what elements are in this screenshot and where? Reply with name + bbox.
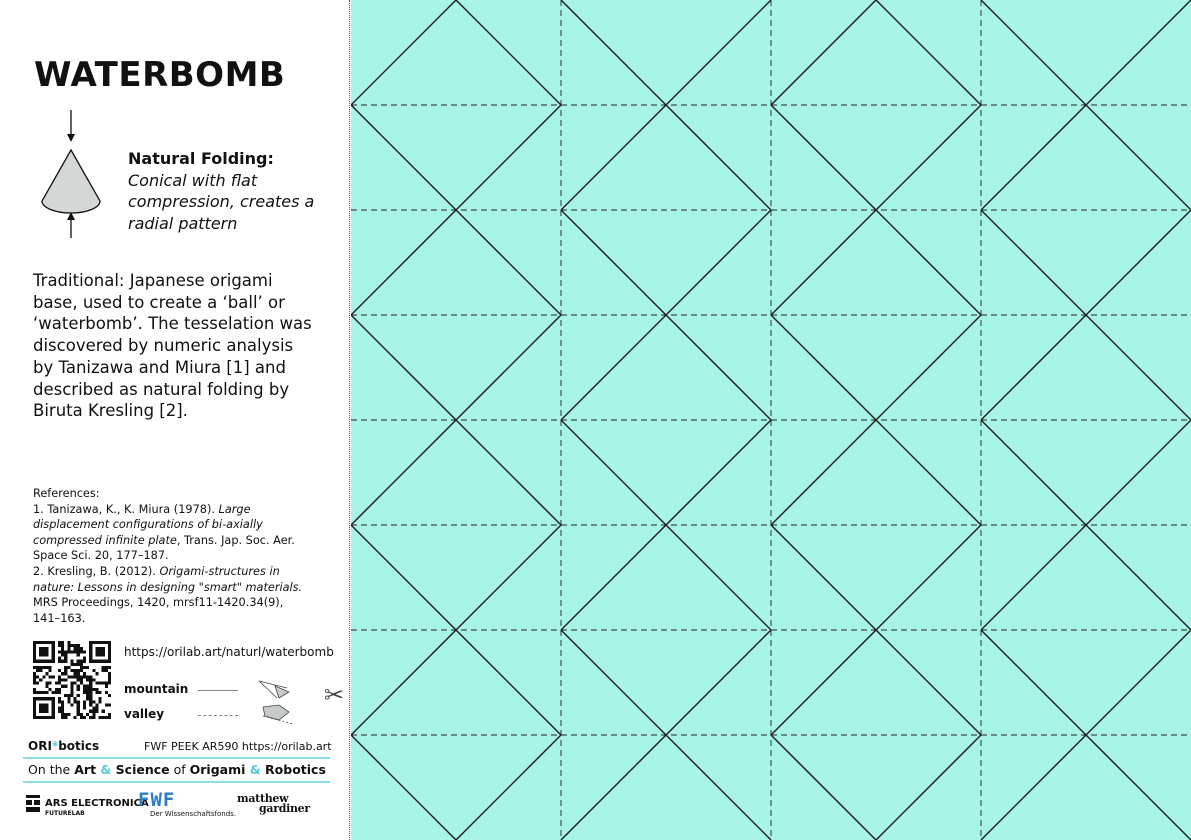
references-label: References: [33, 487, 100, 500]
tagline-amp-1: & [96, 762, 116, 777]
cone-illustration [36, 108, 108, 242]
divider [23, 781, 330, 783]
natural-folding-note [128, 148, 328, 234]
brand-botics: botics [58, 739, 100, 753]
matthew-gardiner-logo [237, 794, 310, 814]
tagline [28, 762, 326, 777]
legend-valley-label: valley [124, 707, 165, 721]
mg-line-2: gardiner [259, 802, 310, 815]
pattern-url[interactable]: https://orilab.art/naturl/waterbomb [124, 645, 334, 659]
cut-line [349, 0, 350, 840]
ars-sub: FUTURELAB [45, 810, 85, 817]
funding-text: FWF PEEK AR590 https://orilab.art [144, 740, 332, 753]
tagline-w6: Robotics [265, 762, 326, 777]
tagline-w4: of [169, 762, 190, 777]
mg-line-1: matthew [237, 792, 289, 805]
legend-mountain-label: mountain [124, 682, 189, 696]
tagline-amp-2: & [245, 762, 266, 777]
page-title: WATERBOMB [34, 55, 286, 95]
qr-code[interactable] [33, 641, 111, 719]
natural-folding-body: Conical with flat compression, creates a radial pattern [128, 170, 315, 233]
legend-mountain-line [198, 690, 238, 691]
brand-star: * [51, 739, 59, 753]
info-panel [0, 0, 350, 840]
tagline-w2: Art [74, 762, 97, 777]
tagline-w3: Science [115, 762, 170, 777]
brand-ori: ORI [28, 739, 52, 753]
oribotics-brand [28, 739, 99, 753]
tagline-w1: On the [28, 762, 75, 777]
description: Traditional: Japanese origami base, used to create a ‘ball’ or ‘waterbomb’. The tesselation was discovered by numeric analysis by Tanizawa and Miura [1] and described as natural folding by Biruta Kresling [2]. [33, 271, 312, 421]
crease-pattern [351, 0, 1191, 840]
divider [23, 757, 330, 759]
reference-2-title: Origami-structures in nature: Lessons in designing "smart" materials. [33, 564, 303, 594]
reference-1-authors: 1. Tanizawa, K., K. Miura (1978). [33, 502, 219, 516]
reference-1 [33, 502, 308, 564]
references [33, 486, 308, 626]
tagline-w5: Origami [189, 762, 246, 777]
reference-1-title: Large displacement configurations of bi-axially compressed infinite plate [33, 502, 263, 547]
ars-name: ARS ELECTRONICA [45, 798, 149, 809]
valley-fold-icon [257, 702, 295, 726]
fwf-logo [138, 790, 236, 818]
scissors-icon: ✂ [324, 681, 345, 709]
fwf-mark: FWF [138, 789, 176, 811]
mountain-fold-icon [257, 678, 295, 702]
reference-1-source: , Trans. Jap. Soc. Aer. Space Sci. 20, 177–187. [33, 533, 295, 563]
reference-2 [33, 564, 308, 626]
reference-2-source: MRS Proceedings, 1420, mrsf11-1420.34(9), 141–163. [33, 596, 284, 625]
fwf-sub: Der Wissenschaftsfonds. [150, 810, 237, 818]
reference-2-authors: 2. Kresling, B. (2012). [33, 564, 160, 578]
natural-folding-heading: Natural Folding: [128, 149, 274, 168]
legend-valley-line [198, 715, 238, 716]
ars-mark-icon [25, 794, 41, 814]
